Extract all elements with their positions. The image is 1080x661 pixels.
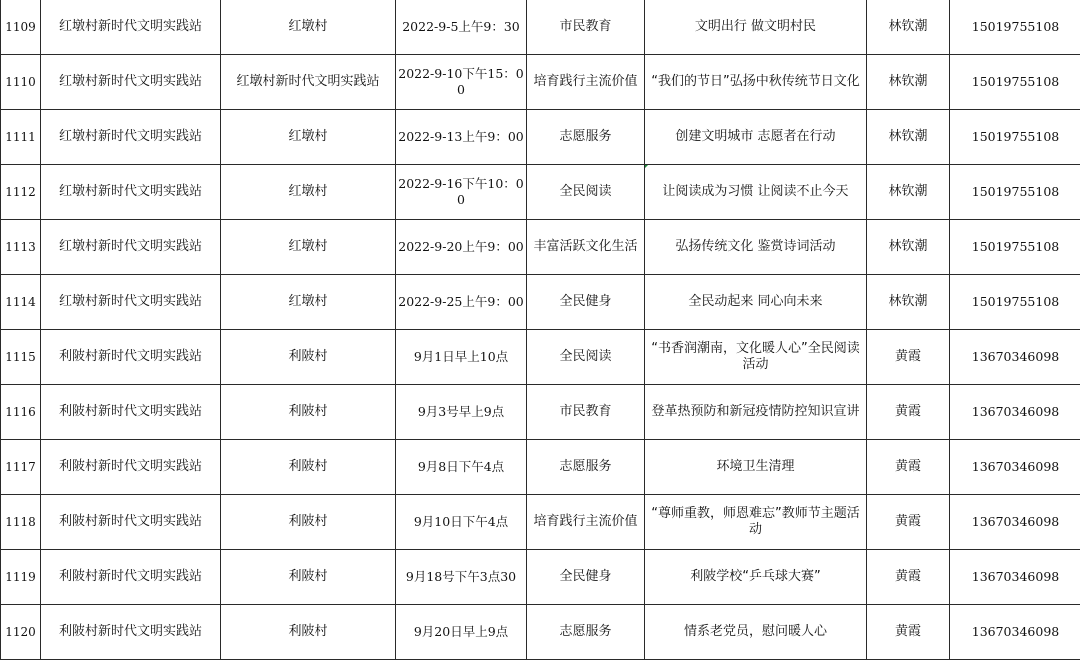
time-cell: 2022-9-20上午9：00 [396,220,527,275]
category-cell: 全民阅读 [527,165,645,220]
station-cell: 红墩村新时代文明实践站 [41,0,221,55]
place-cell: 红墩村 [221,220,396,275]
phone-cell: 15019755108 [950,165,1080,220]
place-cell: 红墩村 [221,0,396,55]
time-cell: 9月18号下午3点30 [396,550,527,605]
phone-cell: 13670346098 [950,550,1080,605]
cell-comment-marker [645,165,650,170]
station-cell: 红墩村新时代文明实践站 [41,110,221,165]
contact-person-cell: 黄霞 [867,495,950,550]
time-cell: 9月20日早上9点 [396,605,527,660]
row-number-cell: 1118 [1,495,41,550]
phone-cell: 13670346098 [950,330,1080,385]
place-cell: 红墩村 [221,110,396,165]
table-row [1,275,1080,330]
table-row [1,385,1080,440]
category-cell: 市民教育 [527,385,645,440]
station-cell: 红墩村新时代文明实践站 [41,55,221,110]
place-cell: 利陂村 [221,550,396,605]
contact-person-cell: 林钦潮 [867,0,950,55]
category-cell: 全民阅读 [527,330,645,385]
phone-cell: 13670346098 [950,440,1080,495]
content-cell: 全民动起来 同心向未来 [645,275,867,330]
station-cell: 红墩村新时代文明实践站 [41,220,221,275]
content-cell: 环境卫生清理 [645,440,867,495]
table-row [1,110,1080,165]
table-row [1,165,1080,220]
phone-cell: 13670346098 [950,385,1080,440]
content-cell: 登革热预防和新冠疫情防控知识宣讲 [645,385,867,440]
time-cell: 9月10日下午4点 [396,495,527,550]
table-row [1,495,1080,550]
row-number-cell: 1116 [1,385,41,440]
row-number-cell: 1120 [1,605,41,660]
contact-person-cell: 黄霞 [867,385,950,440]
category-cell: 丰富活跃文化生活 [527,220,645,275]
station-cell: 利陂村新时代文明实践站 [41,495,221,550]
station-cell: 红墩村新时代文明实践站 [41,275,221,330]
time-cell: 9月1日早上10点 [396,330,527,385]
contact-person-cell: 黄霞 [867,330,950,385]
row-number-cell: 1115 [1,330,41,385]
phone-cell: 15019755108 [950,220,1080,275]
category-cell: 志愿服务 [527,605,645,660]
time-cell: 2022-9-25上午9：00 [396,275,527,330]
category-cell: 培育践行主流价值 [527,55,645,110]
content-cell: “我们的节日”弘扬中秋传统节日文化 [645,55,867,110]
contact-person-cell: 林钦潮 [867,165,950,220]
phone-cell: 13670346098 [950,605,1080,660]
place-cell: 利陂村 [221,385,396,440]
place-cell: 红墩村新时代文明实践站 [221,55,396,110]
contact-person-cell: 黄霞 [867,605,950,660]
table-row [1,220,1080,275]
row-number-cell: 1112 [1,165,41,220]
category-cell: 志愿服务 [527,440,645,495]
row-number-cell: 1114 [1,275,41,330]
contact-person-cell: 林钦潮 [867,220,950,275]
phone-cell: 13670346098 [950,495,1080,550]
station-cell: 红墩村新时代文明实践站 [41,165,221,220]
content-cell: 文明出行 做文明村民 [645,0,867,55]
content-cell: 情系老党员，慰问暖人心 [645,605,867,660]
place-cell: 利陂村 [221,495,396,550]
time-cell: 2022-9-13上午9：00 [396,110,527,165]
time-cell: 9月8日下午4点 [396,440,527,495]
row-number-cell: 1110 [1,55,41,110]
phone-cell: 15019755108 [950,110,1080,165]
category-cell: 全民健身 [527,275,645,330]
time-cell: 2022-9-10下午15：00 [396,55,527,110]
phone-cell: 15019755108 [950,275,1080,330]
place-cell: 红墩村 [221,165,396,220]
place-cell: 利陂村 [221,605,396,660]
row-number-cell: 1117 [1,440,41,495]
station-cell: 利陂村新时代文明实践站 [41,605,221,660]
contact-person-cell: 林钦潮 [867,55,950,110]
table-row [1,330,1080,385]
table-row [1,55,1080,110]
table-row [1,440,1080,495]
row-number-cell: 1119 [1,550,41,605]
category-cell: 培育践行主流价值 [527,495,645,550]
row-number-cell: 1113 [1,220,41,275]
contact-person-cell: 林钦潮 [867,275,950,330]
place-cell: 红墩村 [221,275,396,330]
category-cell: 市民教育 [527,0,645,55]
contact-person-cell: 黄霞 [867,440,950,495]
time-cell: 2022-9-16下午10：00 [396,165,527,220]
category-cell: 全民健身 [527,550,645,605]
place-cell: 利陂村 [221,440,396,495]
station-cell: 利陂村新时代文明实践站 [41,550,221,605]
row-number-cell: 1111 [1,110,41,165]
content-cell: 让阅读成为习惯 让阅读不止今天 [645,165,867,220]
table-row [1,0,1080,55]
content-cell: 利陂学校“乒乓球大赛” [645,550,867,605]
station-cell: 利陂村新时代文明实践站 [41,440,221,495]
time-cell: 9月3号早上9点 [396,385,527,440]
phone-cell: 15019755108 [950,0,1080,55]
category-cell: 志愿服务 [527,110,645,165]
place-cell: 利陂村 [221,330,396,385]
content-cell: “尊师重教，师恩难忘”教师节主题活动 [645,495,867,550]
table-row [1,605,1080,660]
station-cell: 利陂村新时代文明实践站 [41,385,221,440]
phone-cell: 15019755108 [950,55,1080,110]
table-row [1,550,1080,605]
station-cell: 利陂村新时代文明实践站 [41,330,221,385]
table-body [1,0,1080,660]
contact-person-cell: 林钦潮 [867,110,950,165]
content-cell: 创建文明城市 志愿者在行动 [645,110,867,165]
time-cell: 2022-9-5上午9：30 [396,0,527,55]
content-cell: 弘扬传统文化 鉴赏诗词活动 [645,220,867,275]
content-cell: “书香润潮南，文化暖人心”全民阅读活动 [645,330,867,385]
row-number-cell: 1109 [1,0,41,55]
contact-person-cell: 黄霞 [867,550,950,605]
